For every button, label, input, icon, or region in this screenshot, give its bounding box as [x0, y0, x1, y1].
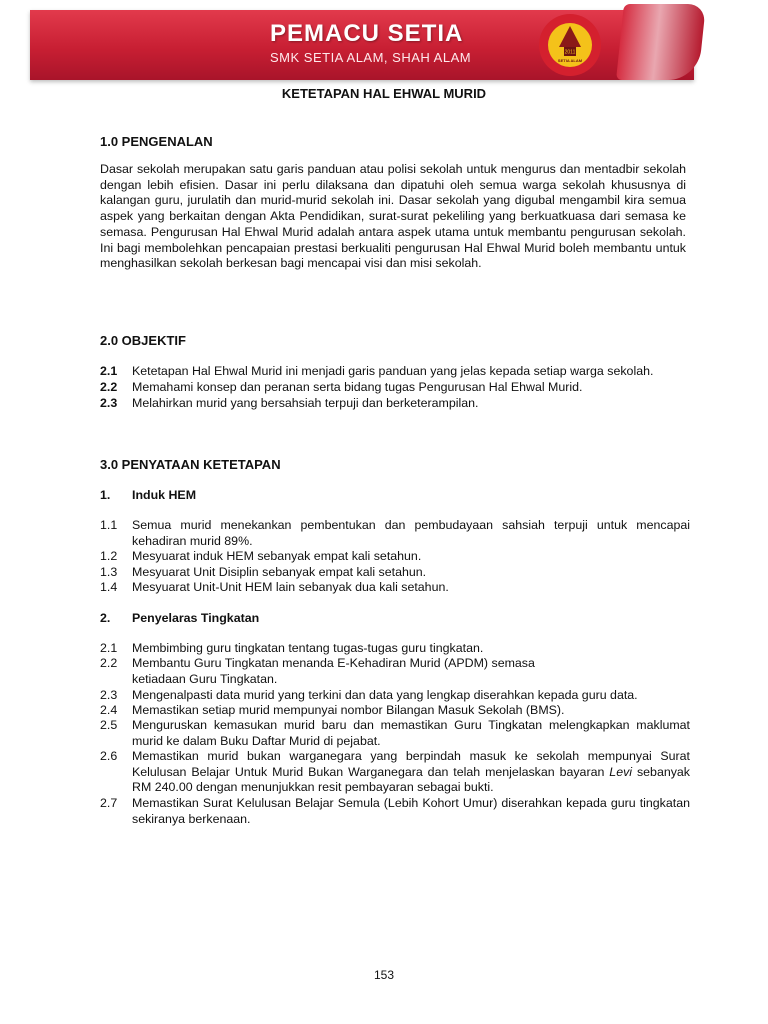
section-heading-pengenalan: 1.0 PENGENALAN — [100, 134, 213, 149]
item-number: 2.6 — [100, 749, 118, 763]
banner-title: PEMACU SETIA — [270, 20, 464, 47]
subsection-title: Penyelaras Tingkatan — [132, 611, 260, 625]
subsection-heading-penyelaras — [100, 611, 260, 625]
list-item — [100, 518, 690, 549]
list-item — [100, 718, 690, 749]
item-number: 2.7 — [100, 796, 118, 810]
banner-curl — [616, 4, 706, 80]
item-number: 2.2 — [100, 380, 118, 394]
item-number: 2.1 — [100, 641, 118, 655]
item-text: Melahirkan murid yang bersahsiah terpuji dan berketerampilan. — [132, 396, 479, 410]
item-text-italic: Levi — [609, 764, 633, 779]
list-item — [100, 565, 690, 581]
item-number: 2.3 — [100, 688, 118, 702]
subsection-number: 2. — [100, 611, 111, 625]
item-text: Mesyuarat induk HEM sebanyak empat kali setahun. — [132, 549, 422, 563]
list-item — [100, 749, 690, 796]
item-text-part: sebanyak RM 240.00 dengan menunjukkan resit pembayaran sebagai bukti. — [132, 764, 691, 795]
logo-motto: SETIA ALAM — [557, 58, 583, 63]
item-number: 2.5 — [100, 718, 118, 732]
list-item — [100, 656, 690, 687]
list-item — [100, 703, 690, 719]
list-item — [100, 549, 690, 565]
item-number: 1.1 — [100, 518, 118, 532]
section-heading-penyataan: 3.0 PENYATAAN KETETAPAN — [100, 457, 281, 472]
list-item — [100, 688, 690, 704]
item-text: Membantu Guru Tingkatan menanda E-Kehadiran Murid (APDM) semasa ketiadaan Guru Tingkatan. — [132, 656, 535, 686]
list-item — [100, 641, 690, 657]
objective-item — [100, 380, 690, 396]
item-text: Memastikan Surat Kelulusan Belajar Semula (Lebih Kohort Umur) diserahkan kepada guru tingkatan sekiranya berkenaan. — [132, 796, 690, 826]
objective-item — [100, 396, 690, 412]
item-number: 1.4 — [100, 580, 118, 594]
item-text: Mesyuarat Unit Disiplin sebanyak empat kali setahun. — [132, 565, 427, 579]
objective-item — [100, 364, 690, 380]
subsection-heading-induk-hem — [100, 488, 197, 502]
subsection-title: Induk HEM — [132, 488, 197, 502]
item-text-part: Memastikan murid bukan warganegara yang berpindah masuk ke sekolah mempunyai Surat Kelulusan Belajar Untuk Murid Bukan Warganegara dan telah menjelaskan bayaran — [132, 749, 690, 779]
item-text: Membimbing guru tingkatan tentang tugas-tugas guru tingkatan. — [132, 641, 484, 655]
banner-subtitle: SMK SETIA ALAM, SHAH ALAM — [270, 50, 472, 65]
item-text: Memastikan setiap murid mempunyai nombor Bilangan Masuk Sekolah (BMS). — [132, 703, 565, 717]
item-number: 2.3 — [100, 396, 118, 410]
item-number: 1.2 — [100, 549, 118, 563]
list-item — [100, 796, 690, 827]
item-text: Menguruskan kemasukan murid baru dan memastikan Guru Tingkatan melengkapkan maklumat murid ke dalam Buku Daftar Murid di pejabat. — [132, 718, 690, 748]
page-number: 153 — [373, 968, 395, 982]
section-heading-objektif: 2.0 OBJEKTIF — [100, 333, 186, 348]
item-text: Mengenalpasti data murid yang terkini dan data yang lengkap diserahkan kepada guru data. — [132, 688, 638, 702]
intro-paragraph: Dasar sekolah merupakan satu garis panduan atau polisi sekolah untuk mengurus dan mentadbir sekolah dengan lebih efisien. Dasar ini perlu dilaksana dan dipatuhi oleh semua warga sekolah khususnya di kalangan guru, jurulatih dan murid-murid sekolah ini. Dasar sekolah yang digubal mengambil kira semua aspek yang berkaitan dengan Akta Pendidikan, surat-surat pekeliling yang berkuatkuasa dari semasa ke semasa. Pengurusan Hal Ehwal Murid adalah antara aspek utama untuk membantu pengurusan sekolah. Ini bagi membolehkan pencapaian prestasi berkualiti pengurusan Hal Ehwal Murid boleh membantu untuk menghasilkan sekolah berkesan bagi mencapai visi dan misi sekolah. — [100, 162, 686, 271]
item-text: Ketetapan Hal Ehwal Murid ini menjadi garis panduan yang jelas kepada setiap warga sekolah. — [132, 364, 654, 378]
document-title: KETETAPAN HAL EHWAL MURID — [281, 86, 487, 101]
list-item — [100, 580, 690, 596]
item-text: Semua murid menekankan pembentukan dan pembudayaan sahsiah terpuji untuk mencapai kehadiran murid 89%. — [132, 518, 690, 548]
item-text — [132, 749, 690, 796]
item-text: Mesyuarat Unit-Unit HEM lain sebanyak dua kali setahun. — [132, 580, 449, 594]
item-text: Memahami konsep dan peranan serta bidang tugas Pengurusan Hal Ehwal Murid. — [132, 380, 583, 394]
item-number: 2.1 — [100, 364, 118, 378]
item-number: 2.2 — [100, 656, 118, 670]
item-number: 1.3 — [100, 565, 118, 579]
school-logo — [538, 13, 602, 77]
logo-year: 2011 — [564, 49, 576, 56]
item-number: 2.4 — [100, 703, 118, 717]
subsection-number: 1. — [100, 488, 111, 502]
